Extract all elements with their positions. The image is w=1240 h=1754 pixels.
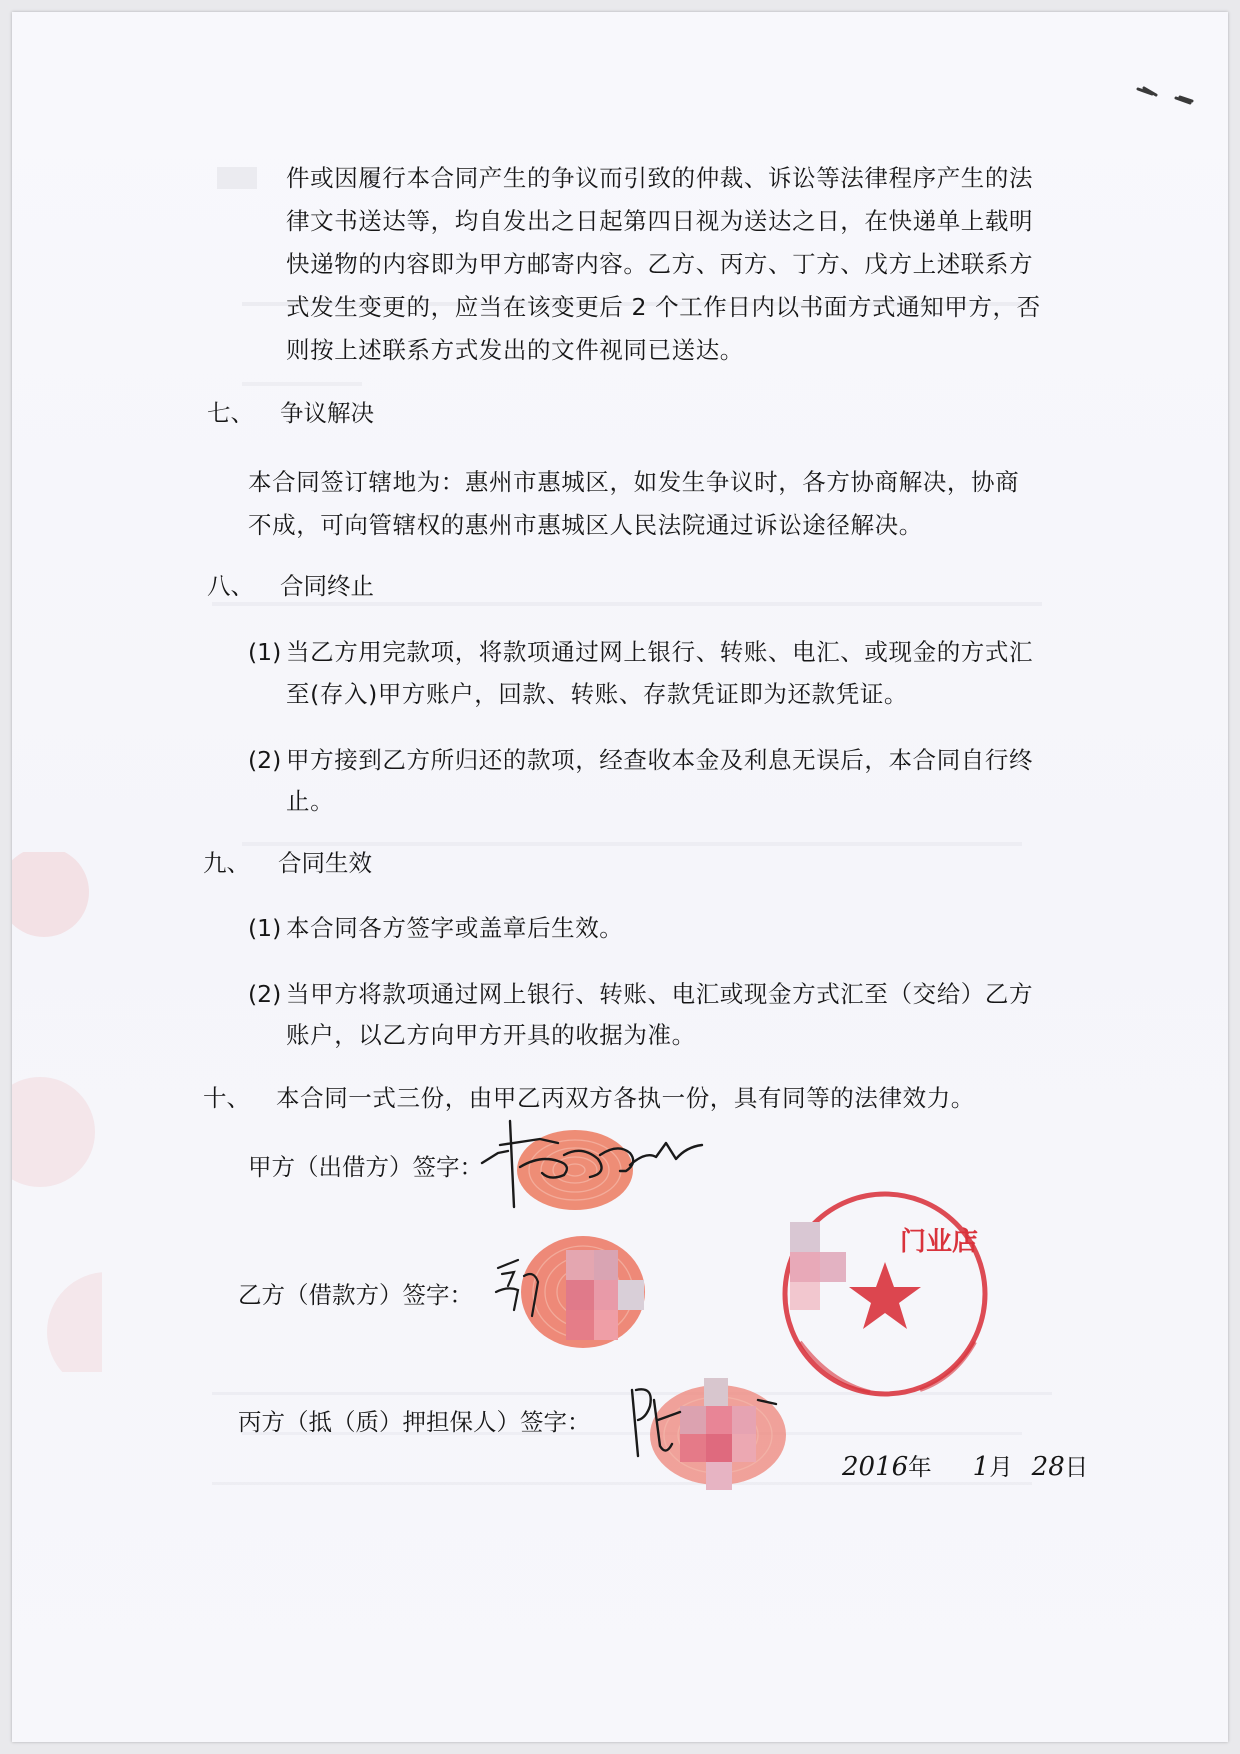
paragraph-line: 甲方接到乙方所归还的款项，经查收本金及利息无误后，本合同自行终 [286,746,1034,774]
paragraph-line: 本合同签订辖地为：惠州市惠城区，如发生争议时，各方协商解决，协商 [248,468,1020,496]
seal-text: 门业店 [900,1227,979,1257]
section-number: 九、 [203,849,250,877]
section-title: 合同生效 [278,849,372,877]
party-b-signature-label: 乙方（借款方）签字： [238,1281,473,1309]
company-seal [770,1182,1000,1412]
date-year: 2016 [842,1452,909,1482]
paragraph-line: 当甲方将款项通过网上银行、转账、电汇或现金方式汇至（交给）乙方 [286,980,1034,1008]
paragraph-line: 律文书送达等，均自发出之日起第四日视为送达之日，在快递单上载明 [286,207,1034,235]
seal-redaction-mosaic [790,1222,846,1310]
party-a-signature-label: 甲方（出借方）签字： [248,1153,483,1181]
paragraph-line: 本合同一式三份，由甲乙丙双方各执一份，具有同等的法律效力。 [276,1084,975,1112]
party-a-signature [480,1115,710,1220]
paragraph-line: 账户，以乙方向甲方开具的收据为准。 [286,1021,696,1049]
paragraph-line: 则按上述联系方式发出的文件视同已送达。 [286,336,744,364]
seal-star [849,1262,921,1329]
date-day-suffix: 日 [1064,1453,1089,1481]
signature-date [842,1448,1088,1482]
paragraph-line: 不成，可向管辖权的惠州市惠城区人民法院通过诉讼途径解决。 [248,511,923,539]
edge-seal-trace [12,852,102,1372]
date-month-suffix: 月 [989,1453,1013,1481]
corner-pen-marks [1130,80,1200,120]
party-a-fingerprint [517,1130,633,1210]
item-number: (1) [248,638,282,666]
paragraph-line: 快递物的内容即为甲方邮寄内容。乙方、丙方、丁方、戊方上述联系方 [286,250,1034,278]
paragraph-line: 式发生变更的，应当在该变更后 2 个工作日内以书面方式通知甲方，否 [286,293,1041,321]
paragraph-line: 本合同各方签字或盖章后生效。 [286,914,624,942]
paragraph-line: 当乙方用完款项，将款项通过网上银行、转账、电汇、或现金的方式汇 [286,638,1034,666]
paragraph-line: 至(存入)甲方账户，回款、转账、存款凭证即为还款凭证。 [286,680,909,708]
paragraph-line: 件或因履行本合同产生的争议而引致的仲裁、诉讼等法律程序产生的法 [286,164,1034,192]
item-number: (2) [248,980,282,1008]
date-day: 28 [1031,1452,1065,1482]
item-number: (2) [248,746,282,774]
section-number: 八、 [207,572,254,600]
item-number: (1) [248,914,282,942]
date-year-suffix: 年 [908,1453,932,1481]
party-b-signature [488,1230,678,1370]
paragraph-line: 止。 [286,787,335,815]
party-c-signature-label: 丙方（抵（质）押担保人）签字： [238,1408,591,1436]
section-number: 十、 [203,1084,250,1112]
section-title: 合同终止 [280,572,374,600]
section-number: 七、 [207,399,254,427]
section-title: 争议解决 [280,399,374,427]
date-month: 1 [972,1452,990,1482]
